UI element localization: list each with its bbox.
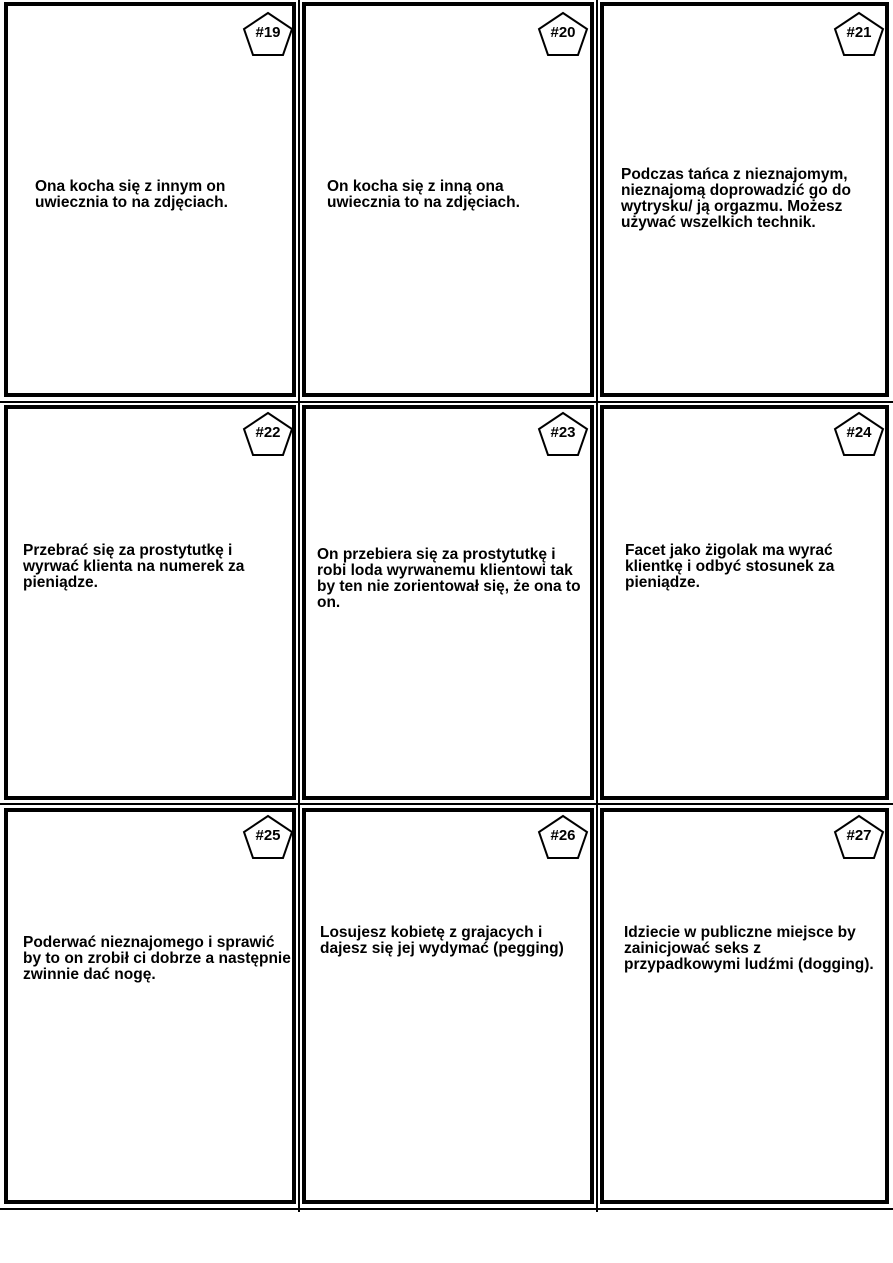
- card-text: On przebiera się za prostytutkę i robi loda wyrwanemu klientowi tak by ten nie zorientował się, że ona to on.: [317, 546, 581, 611]
- card-number: #24: [846, 424, 872, 441]
- card-text: Ona kocha się z innym on uwiecznia to na zdjęciach.: [35, 178, 228, 211]
- card-27: [600, 808, 889, 1204]
- card-number: #22: [255, 424, 281, 441]
- card-20: [302, 2, 594, 397]
- card-number: #20: [550, 24, 576, 41]
- card-text: On kocha się z inną ona uwiecznia to na zdjęciach.: [327, 178, 520, 211]
- card-19: [4, 2, 296, 397]
- card-text: Podczas tańca z nieznajomym, nieznajomą doprowadzić go do wytrysku/ ją orgazmu. Możesz używać wszelkich technik.: [621, 166, 851, 231]
- pentagon-badge: [833, 11, 885, 57]
- card-number: #21: [846, 24, 872, 41]
- card-text: Idziecie w publiczne miejsce by zainicjować seks z przypadkowymi ludźmi (dogging).: [624, 924, 874, 973]
- pentagon-badge: [537, 11, 589, 57]
- card-text: Facet jako żigolak ma wyrać klientkę i odbyć stosunek za pieniądze.: [625, 542, 835, 591]
- card-21: [600, 2, 889, 397]
- pentagon-badge: [537, 411, 589, 457]
- pentagon-badge: [537, 814, 589, 860]
- grid-divider: [0, 401, 893, 403]
- card-number: #27: [846, 827, 872, 844]
- pentagon-badge: [833, 814, 885, 860]
- card-25: [4, 808, 296, 1204]
- card-number: #19: [255, 24, 281, 41]
- card-number: #23: [550, 424, 576, 441]
- pentagon-badge: [242, 11, 294, 57]
- card-text: Przebrać się za prostytutkę i wyrwać klienta na numerek za pieniądze.: [23, 542, 245, 591]
- card-text: Losujesz kobietę z grajacych i dajesz się jej wydymać (pegging): [320, 924, 564, 957]
- card-22: [4, 405, 296, 800]
- card-24: [600, 405, 889, 800]
- grid-divider: [0, 1208, 893, 1210]
- pentagon-badge: [833, 411, 885, 457]
- grid-divider: [596, 0, 598, 1212]
- card-26: [302, 808, 594, 1204]
- pentagon-badge: [242, 411, 294, 457]
- card-23: [302, 405, 594, 800]
- pentagon-badge: [242, 814, 294, 860]
- grid-divider: [298, 0, 300, 1212]
- card-text: Poderwać nieznajomego i sprawić by to on zrobił ci dobrze a następnie zwinnie dać nogę.: [23, 934, 291, 983]
- card-number: #26: [550, 827, 576, 844]
- card-number: #25: [255, 827, 281, 844]
- grid-divider: [0, 803, 893, 805]
